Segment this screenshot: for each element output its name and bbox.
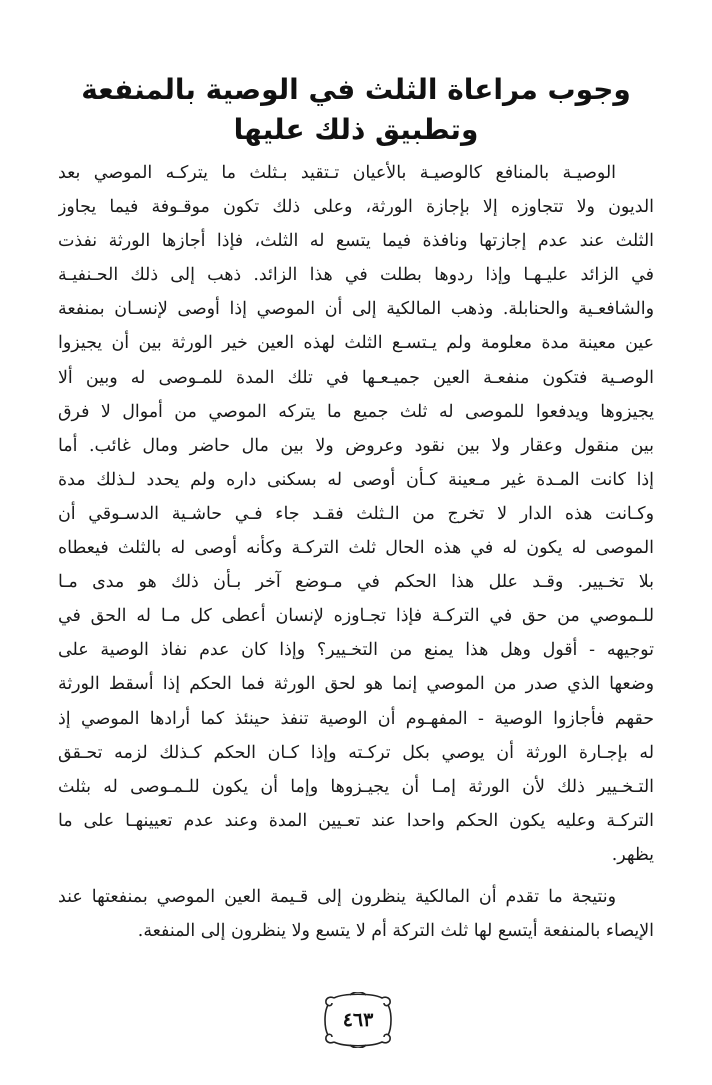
text-line: ونتيجة ما تقدم أن المالكية ينظرون إلى قـيمة العين الموصي بمنفعتها عند bbox=[58, 886, 616, 907]
text-line: الوصيـة بالمنافع كالوصيـة بالأعيان تـتقيد بـثلث ما يتركـه الموصي بعد bbox=[58, 163, 616, 183]
paragraph-gap bbox=[58, 872, 654, 880]
text-line: الموصى له يكون له في هذه الحال ثلث التركـة وكأنه أوصى له بالثلث فيعطاه bbox=[58, 538, 654, 559]
text-line: إذا كانت المـدة غير مـعينة كـأن أوصى له بسكنى داره ولم يحدد لـذلك مدة bbox=[58, 469, 654, 490]
text-line: له بإجـارة الورثة أن يوصي بكل تركـته وإذا كـان الحكم كـذلك لزمه تحـقق bbox=[58, 742, 654, 763]
text-line: والشافعـية والحنابلة. وذهب المالكية إلى أن الموصي إذا أوصى لإنسـان بمنفعة bbox=[58, 299, 654, 320]
text-line: عين معينة مدة معلومة ولم يـتسـع الثلث لهذه العين خير الورثة بين أن يجيزوا bbox=[58, 333, 654, 354]
chapter-title-line-1: وجوب مراعاة الثلث في الوصية بالمنفعة bbox=[81, 73, 631, 106]
text-line: التـخـيير ذلك لأن الورثة إمـا أن يجيـزوها وإما أن يكون للـمـوصى له بثلث bbox=[58, 776, 654, 797]
text-line: حقهم فأجازوا الوصية - المفهـوم أن الوصية تنفذ حينئذ كما أرادها الموصي إذ bbox=[58, 708, 654, 729]
chapter-title-line-2: وتطبيق ذلك عليها bbox=[233, 113, 479, 146]
text-line: التركـة وعليه يكون الحكم واحدا عند تعـيين المدة وعند عدم تعيينهـا على ما bbox=[58, 810, 654, 831]
text-line: توجيهه - أقول وهل هذا يمنع من التخـيير؟ وإذا كان عدم نفاذ الوصية على bbox=[58, 640, 654, 661]
text-line: وضعها الذي صدر من الموصي إنما هو لحق الورثة فما الحكم إذا أسقط الورثة bbox=[58, 674, 654, 695]
text-line: يجيزوها ويدفعوا للموصى له ثلث جميع ما يتركه الموصي من أموال لا فرق bbox=[58, 401, 654, 422]
text-line: بين منقول وعقار ولا بين نقود وعروض ولا بين مال حاضر ومال غائب. أما bbox=[58, 435, 654, 456]
text-line: الثلث عند عدم إجازتها ونافذة فيما يتسع له الثلث، فإذا أجازها الورثة نفذت bbox=[58, 231, 654, 252]
page-number: ٤٦٣ bbox=[342, 1009, 374, 1031]
text-line: للـموصي من حق في التركـة فإذا تجـاوزه لإنسان أعطى كل مـا له الحق في bbox=[58, 606, 654, 627]
text-line: في الزائد عليـهـا وإذا ردوها بطلت في هذا الزائد. ذهب إلى ذلك الحـنفيـة bbox=[58, 265, 654, 286]
text-line: يظهر. bbox=[611, 844, 654, 865]
text-line: الإيصاء بالمنفعة أيتسع لها ثلث التركة أم لا يتسع ولا ينظرون إلى المنفعة. bbox=[137, 921, 654, 942]
text-line: الوصـية فتكون منفعـة العين جميـعـها في تلك المدة للمـوصى له وبين ألا bbox=[58, 367, 654, 388]
body-text bbox=[58, 156, 654, 948]
text-line: وكـانت هذه الدار لا تخرج من الـثلث فقـد جاء فـي حاشـية الدسـوقي أن bbox=[58, 503, 654, 524]
text-line: الديون ولا تتجاوزه إلا بإجازة الورثة، وعلى ذلك تكون موقـوفة فيما يجاوز bbox=[58, 197, 654, 218]
text-line: بلا تخـيير. وقـد علل هذا الحكم في مـوضع آخر بـأن ذلك هو مدى مـا bbox=[58, 572, 654, 593]
